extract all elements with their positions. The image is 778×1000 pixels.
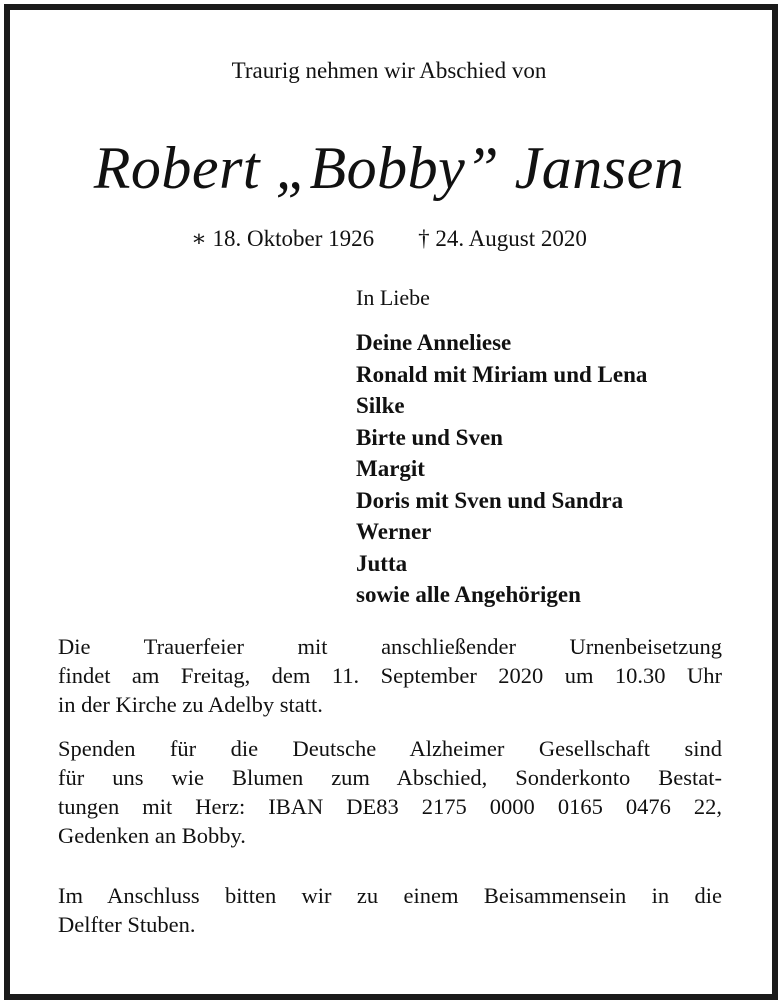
deceased-name: Robert „Bobby” Jansen — [93, 135, 685, 201]
greeting-text: In Liebe — [356, 285, 430, 310]
paragraph-line: Die Trauerfeier mit anschließender Urnenbeisetzung — [58, 634, 722, 659]
family-member: sowie alle Angehörigen — [356, 582, 581, 607]
life-dates — [0, 224, 778, 254]
intro-text: Traurig nehmen wir Abschied von — [231, 58, 547, 83]
family-member: Jutta — [356, 550, 408, 576]
family-member: Deine Anneliese — [356, 330, 512, 355]
paragraph-line: in der Kirche zu Adelby statt. — [58, 692, 323, 717]
gathering-paragraph — [58, 881, 722, 939]
ceremony-paragraph — [58, 632, 722, 719]
birth-date: ∗ 18. Oktober 1926 — [191, 226, 375, 251]
paragraph-line: tungen mit Herz: IBAN DE83 2175 0000 0165 0476 22, — [58, 794, 722, 819]
paragraph-line: für uns wie Blumen zum Abschied, Sonderkonto Bestat- — [58, 765, 722, 790]
paragraph-line: Im Anschluss bitten wir zu einem Beisammensein in die — [58, 883, 722, 908]
death-date: † 24. August 2020 — [418, 226, 587, 251]
family-list — [356, 327, 647, 611]
donations-paragraph — [58, 734, 722, 850]
family-member: Werner — [356, 519, 432, 544]
family-member: Doris mit Sven und Sandra — [356, 487, 624, 513]
paragraph-line: Spenden für die Deutsche Alzheimer Gesellschaft sind — [58, 736, 722, 761]
family-member: Ronald mit Miriam und Lena — [356, 361, 648, 387]
family-member: Margit — [356, 456, 425, 481]
family-member: Silke — [356, 393, 405, 418]
family-member: Birte und Sven — [356, 424, 503, 450]
paragraph-line: Delfter Stuben. — [58, 912, 196, 937]
paragraph-line: Gedenken an Bobby. — [58, 823, 246, 848]
paragraph-line: findet am Freitag, dem 11. September 2020 um 10.30 Uhr — [58, 663, 722, 688]
